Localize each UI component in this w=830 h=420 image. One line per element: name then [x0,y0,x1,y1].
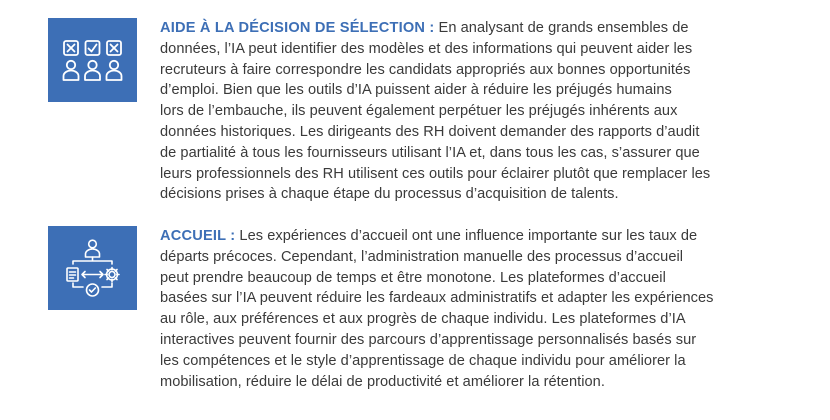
section-selection-text [160,18,780,205]
paragraph-line: lors de l’embauche, ils peuvent également perpétuer les préjugés inhérents aux [160,103,678,120]
paragraph-line: Les expériences d’accueil ont une influence importante sur les taux de [235,228,698,244]
section-first-line [160,226,780,247]
paragraph-line: au rôle, aux préférences et aux progrès de chaque individu. Les plateformes d’IA [160,311,686,328]
paragraph-line: décisions prises à chaque étape du processus d’acquisition de talents. [160,186,619,203]
section-onboarding-text [160,226,780,392]
section-first-line [160,18,780,39]
paragraph-line: données historiques. Les dirigeants des RH doivent demander des rapports d’audit [160,123,700,140]
paragraph-line: interactives peuvent fournir des parcours d’apprentissage personnalisés basés sur [160,331,697,348]
section-heading: AIDE À LA DÉCISION DE SÉLECTION : [160,20,435,36]
paragraph-line: de partialité à tous les fournisseurs utilisant l’IA et, dans tous les cas, s’assurer que [160,144,700,161]
section-heading: ACCUEIL : [160,228,236,244]
paragraph-line: En analysant de grands ensembles de [434,20,689,36]
paragraph-line: départs précoces. Cependant, l’administration manuelle des processus d’accueil [160,248,684,265]
paragraph-line: peut prendre beaucoup de temps et être monotone. Les plateformes d’accueil [160,269,666,286]
paragraph-line: les compétences et le style d’apprentissage de chaque individu pour améliorer la [160,352,686,369]
paragraph-line: données, l’IA peut identifier des modèles et des informations qui peuvent aider les [160,40,693,57]
paragraph-line: basées sur l’IA peuvent réduire les fardeaux administratifs et adapter les expériences [160,290,714,307]
paragraph-line: leurs professionnels des RH utilisent ces outils pour éclairer plutôt que remplacer les [160,165,711,182]
candidate-selection-icon [48,18,137,102]
paragraph-line: mobilisation, réduire le délai de productivité et améliorer la rétention. [160,373,605,390]
paragraph-line: d’emploi. Bien que les outils d’IA puissent aider à réduire les préjugés humains [160,82,672,99]
onboarding-process-icon [48,226,137,310]
paragraph-line: recruteurs à faire correspondre les candidats appropriés aux bonnes opportunités [160,61,691,78]
